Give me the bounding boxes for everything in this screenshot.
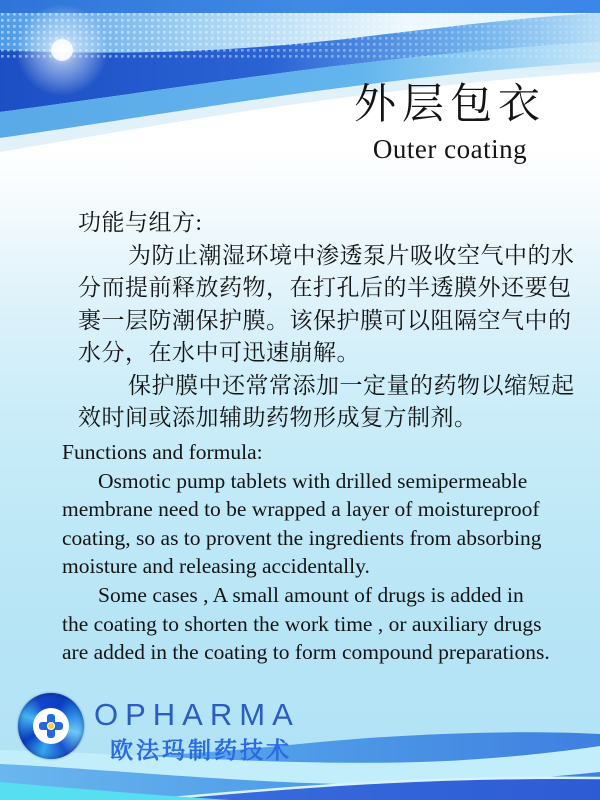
en-line: membrane need to be wrapped a layer of moistureproof xyxy=(62,497,540,522)
cn-line: 为防止潮湿环境中渗透泵片吸收空气中的水 xyxy=(128,242,575,268)
title-block xyxy=(320,82,580,165)
logo-core xyxy=(33,708,69,744)
cn-line: 分而提前释放药物，在打孔后的半透膜外还要包 xyxy=(78,275,572,300)
cn-heading: 功能与组方: xyxy=(78,210,203,235)
en-line: are added in the coating to form compound preparations. xyxy=(62,640,550,665)
en-line: coating, so as to provent the ingredients from absorbing xyxy=(62,525,542,550)
english-functions-section xyxy=(62,438,556,667)
page-title-english: Outer coating xyxy=(372,134,528,165)
cn-line: 裹一层防潮保护膜。该保护膜可以阻隔空气中的 xyxy=(78,307,572,333)
en-heading: Functions and formula: xyxy=(62,440,263,464)
brand-name-chinese: 欧法玛制药技术 xyxy=(110,737,292,763)
en-line: Osmotic pump tablets with drilled semipermeable xyxy=(98,468,528,493)
cn-line: 水分，在水中可迅速崩解。 xyxy=(78,340,360,365)
brand-name: OPHARMA xyxy=(94,697,300,732)
chinese-functions-section xyxy=(78,207,575,435)
medical-cross-icon xyxy=(39,714,63,738)
opharma-logo xyxy=(18,693,84,759)
en-line: moisture and releasing accidentally. xyxy=(62,554,370,579)
cn-line: 保护膜中还常常添加一定量的药物以缩短起 xyxy=(128,372,575,398)
page-title-chinese: 外层包衣 xyxy=(353,82,546,128)
cn-line: 效时间或添加辅助药物形成复方制剂。 xyxy=(78,405,478,430)
footer-brand-block xyxy=(0,680,600,800)
en-line: the coating to shorten the work time , or auxiliary drugs xyxy=(62,611,542,636)
en-line: Some cases , A small amount of drugs is added in xyxy=(98,582,524,607)
